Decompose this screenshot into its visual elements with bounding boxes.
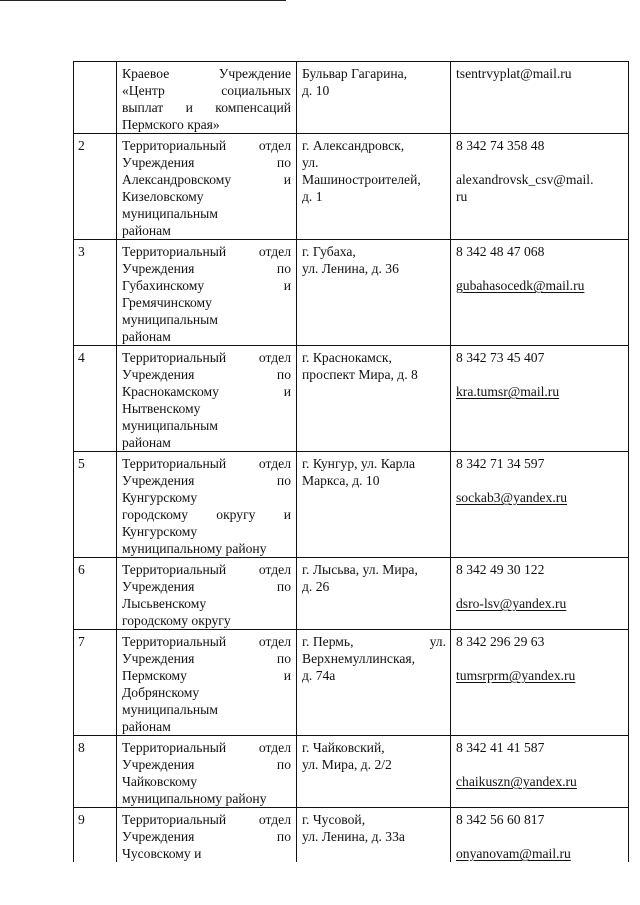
name-line: Добрянскому (122, 685, 200, 700)
row-number: 5 (74, 452, 117, 558)
office-address (297, 808, 451, 863)
table-row (74, 134, 629, 240)
name-word: Пермскому (122, 668, 187, 683)
office-name (117, 62, 297, 134)
name-word: отдел (258, 812, 291, 827)
name-word: Учреждения (122, 651, 195, 666)
name-word: социальных (221, 83, 291, 98)
office-name (117, 452, 297, 558)
name-word: по (276, 829, 291, 844)
name-word: Территориальный (122, 350, 227, 365)
name-line: муниципальным (122, 702, 218, 717)
name-line (122, 277, 291, 294)
name-word: и (283, 172, 291, 187)
name-line (122, 578, 291, 595)
phone-number: 8 342 73 45 407 (456, 350, 545, 365)
email-link[interactable]: gubahasocedk@mail.ru (456, 278, 585, 293)
name-word: и (283, 384, 291, 399)
office-contacts (451, 62, 629, 134)
row-number: 4 (74, 346, 117, 452)
office-address (297, 240, 451, 346)
email-link[interactable]: tumsrprm@yandex.ru (456, 668, 576, 683)
table-row (74, 452, 629, 558)
name-word: по (276, 651, 291, 666)
name-line (122, 171, 291, 188)
name-word: и (283, 278, 291, 293)
office-contacts (451, 558, 629, 630)
name-word: и (283, 507, 291, 522)
name-word: по (276, 367, 291, 382)
name-line: Гремячинскому (122, 295, 212, 310)
address-line (302, 633, 446, 650)
name-word: городскому (122, 507, 189, 522)
table-row (74, 808, 629, 863)
name-word: Территориальный (122, 138, 227, 153)
name-line: Кизеловскому (122, 189, 204, 204)
phone-number: 8 342 56 60 817 (456, 812, 545, 827)
name-line: районам (122, 329, 171, 344)
name-line: Кунгурскому (122, 490, 198, 505)
name-word: Территориальный (122, 562, 227, 577)
name-line (122, 506, 291, 523)
office-contacts (451, 452, 629, 558)
office-address (297, 346, 451, 452)
name-line (122, 756, 291, 773)
office-contacts (451, 346, 629, 452)
office-contacts (451, 630, 629, 736)
name-word: Учреждения (122, 757, 195, 772)
office-contacts (451, 736, 629, 808)
name-word: Территориальный (122, 812, 227, 827)
name-word: Краевое (122, 66, 170, 81)
name-word: Учреждения (122, 261, 195, 276)
offices-table (73, 61, 629, 862)
phone-number: 8 342 71 34 597 (456, 456, 545, 471)
address-line: д. 10 (302, 83, 330, 98)
name-line (122, 667, 291, 684)
address-line: проспект Мира, д. 8 (302, 367, 418, 382)
name-word: и (283, 668, 291, 683)
name-word: отдел (258, 244, 291, 259)
name-line: муниципальным (122, 312, 218, 327)
name-line: Чайковскому (122, 774, 198, 789)
office-contacts (451, 808, 629, 863)
address-line: д. 26 (302, 579, 330, 594)
table-row (74, 62, 629, 134)
email-address: tsentrvyplat@mail.ru (456, 66, 572, 81)
name-word: Территориальный (122, 244, 227, 259)
name-line: Пермского края» (122, 117, 220, 132)
office-address (297, 736, 451, 808)
address-line: г. Лысьва, ул. Мира, (302, 562, 418, 577)
name-line: районам (122, 435, 171, 450)
email-link[interactable]: dsro-lsv@yandex.ru (456, 596, 567, 611)
office-address (297, 558, 451, 630)
name-word: Александровскому (122, 172, 232, 187)
name-line (122, 650, 291, 667)
name-word: Учреждение (218, 66, 291, 81)
row-number: 7 (74, 630, 117, 736)
address-line: Машиностроителей, (302, 172, 421, 187)
address-word: ул. (429, 634, 446, 649)
office-address (297, 630, 451, 736)
name-word: Территориальный (122, 634, 227, 649)
name-word: по (276, 757, 291, 772)
name-line (122, 260, 291, 277)
office-contacts (451, 240, 629, 346)
name-word: по (276, 261, 291, 276)
row-number (74, 62, 117, 134)
name-word: Учреждения (122, 829, 195, 844)
name-line (122, 828, 291, 845)
name-word: отдел (258, 740, 291, 755)
address-line: г. Кунгур, ул. Карла (302, 456, 416, 471)
name-line (122, 366, 291, 383)
name-line (122, 243, 291, 260)
name-line (122, 811, 291, 828)
address-line: г. Губаха, (302, 244, 356, 259)
address-line: ул. Мира, д. 2/2 (302, 757, 392, 772)
name-word: Краснокамскому (122, 384, 219, 399)
name-line: Лысьвенскому (122, 596, 207, 611)
name-word: по (276, 473, 291, 488)
phone-number: 8 342 296 29 63 (456, 634, 545, 649)
office-name (117, 558, 297, 630)
office-name (117, 240, 297, 346)
name-line (122, 349, 291, 366)
name-word: отдел (258, 138, 291, 153)
name-line (122, 739, 291, 756)
name-line: муниципальному району (122, 541, 267, 556)
row-number: 3 (74, 240, 117, 346)
office-name (117, 630, 297, 736)
phone-number: 8 342 74 358 48 (456, 138, 545, 153)
name-word: «Центр (122, 83, 165, 98)
name-line: муниципальным (122, 418, 218, 433)
email-link[interactable]: kra.tumsr@mail.ru (456, 384, 560, 399)
phone-number: 8 342 48 47 068 (456, 244, 545, 259)
name-line: Чусовскому и (122, 846, 202, 861)
row-number: 8 (74, 736, 117, 808)
top-rule (0, 0, 286, 1)
name-word: Учреждения (122, 367, 195, 382)
address-line: д. 74а (302, 668, 336, 683)
name-line (122, 137, 291, 154)
office-name (117, 808, 297, 863)
name-word: Губахинскому (122, 278, 205, 293)
phone-number: 8 342 41 41 587 (456, 740, 545, 755)
address-line: ул. Ленина, д. 33а (302, 829, 405, 844)
office-address (297, 62, 451, 134)
name-line (122, 154, 291, 171)
name-word: Учреждения (122, 579, 195, 594)
name-word: Учреждения (122, 473, 195, 488)
office-contacts (451, 134, 629, 240)
address-line: Бульвар Гагарина, (302, 66, 408, 81)
name-word: по (276, 579, 291, 594)
table-row (74, 558, 629, 630)
table-row (74, 240, 629, 346)
row-number: 2 (74, 134, 117, 240)
address-line: Верхнемуллинская, (302, 651, 416, 666)
name-word: отдел (258, 562, 291, 577)
name-line: Нытвенскому (122, 401, 201, 416)
name-word: по (276, 155, 291, 170)
address-word: г. Пермь, (302, 634, 354, 649)
name-word: отдел (258, 634, 291, 649)
address-line: д. 1 (302, 189, 323, 204)
email-link[interactable]: onyanovam@mail.ru (456, 846, 571, 861)
row-number: 9 (74, 808, 117, 863)
table-row (74, 630, 629, 736)
name-word: Территориальный (122, 740, 227, 755)
name-line: городскому округу (122, 613, 231, 628)
address-line: ул. Ленина, д. 36 (302, 261, 399, 276)
address-line: Маркса, д. 10 (302, 473, 380, 488)
email-address-cont: ru (456, 189, 468, 204)
name-word: отдел (258, 350, 291, 365)
name-line: муниципальным (122, 206, 218, 221)
name-line (122, 633, 291, 650)
name-line (122, 561, 291, 578)
table-row (74, 736, 629, 808)
office-name (117, 134, 297, 240)
name-line (122, 383, 291, 400)
name-line: районам (122, 719, 171, 734)
name-line (122, 472, 291, 489)
row-number: 6 (74, 558, 117, 630)
phone-number: 8 342 49 30 122 (456, 562, 545, 577)
address-line: г. Чайковский, (302, 740, 385, 755)
name-line: Кунгурскому (122, 524, 198, 539)
name-line: районам (122, 223, 171, 238)
address-line: г. Чусовой, (302, 812, 366, 827)
email-address: alexandrovsk_csv@mail. (456, 172, 594, 187)
office-address (297, 452, 451, 558)
email-link[interactable]: chaikuszn@yandex.ru (456, 774, 577, 789)
address-line: г. Александровск, (302, 138, 405, 153)
name-word: округу (216, 507, 256, 522)
name-word: и (185, 100, 193, 115)
name-word: выплат (122, 100, 164, 115)
table-row (74, 346, 629, 452)
office-name (117, 736, 297, 808)
address-line: ул. (302, 155, 319, 170)
name-word: Территориальный (122, 456, 227, 471)
name-word: Учреждения (122, 155, 195, 170)
name-word: отдел (258, 456, 291, 471)
name-line: муниципальному району (122, 791, 267, 806)
office-address (297, 134, 451, 240)
address-line: г. Краснокамск, (302, 350, 392, 365)
name-line (122, 455, 291, 472)
office-name (117, 346, 297, 452)
name-word: компенсаций (215, 100, 291, 115)
email-link[interactable]: sockab3@yandex.ru (456, 490, 568, 505)
